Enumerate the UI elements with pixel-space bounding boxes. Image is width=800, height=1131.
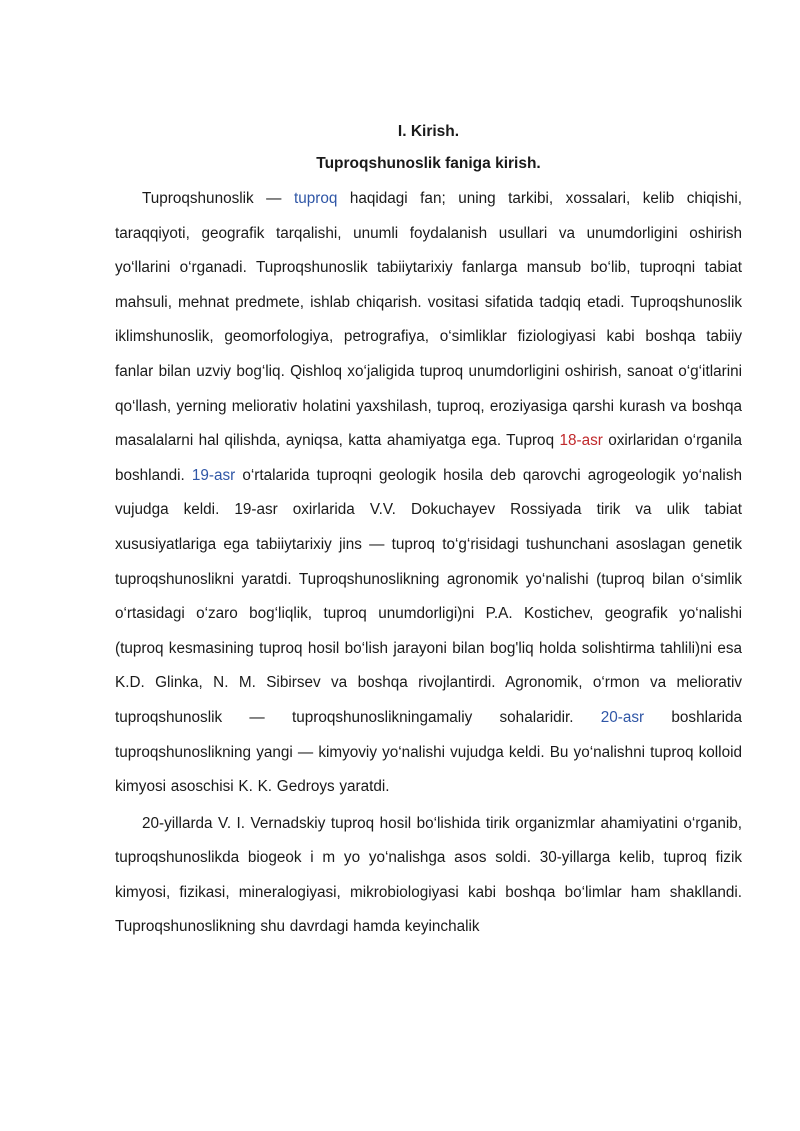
text-run: o‘rtalarida tuproqni geologik hosila deb qarovchi agrogeologik yo‘nalish vujudga keldi. 19-asr oxirlarida V.V. Dokuchayev Rossiyada tirik va ulik tabiat xususiyatlariga ega tabiiytarixiy jins — tuproq to‘g‘risidagi tushunchani asoslagan genetik tuproqshunoslikni yaratdi. Tuproqshunoslikning agronomik yo‘nalishi (tuproq bilan o‘simlik o‘rtasidagi o‘zaro bog‘liqlik, tuproq unumdorligi)ni P.A. Kostichev, geografik yo‘nalishi (tuproq kesmasining tuproq hosil bo‘lish jarayoni bilan bog'liq holda solishtirma tahlili)ni esa K.D. Glinka, N. M. Sibirsev va boshqa rivojlantirdi. Agronomik, o‘rmon va meliorativ tuproqshunoslik — tuproqshunoslikningamaliy sohalaridir. (115, 466, 742, 726)
link-19-asr[interactable]: 19-asr (191, 466, 236, 484)
link-18-asr[interactable]: 18-asr (559, 432, 603, 450)
text-run: Tuproqshunoslik — (142, 190, 294, 207)
text-run: oxirlaridan o‘rganila boshlandi. (115, 432, 742, 484)
chapter-title: I. Kirish. (397, 123, 460, 140)
section-title: Tuproqshunoslik faniga kirish. (316, 155, 541, 172)
paragraph-2: 20-yillarda V. I. Vernadskiy tuproq hosil bo‘lishida tirik organizmlar ahamiyatini o‘rganib, tuproqshunoslikda biogeok i m yo yo‘nalishga asos soldi. 30-yillarga kelib, tuproq fizik kimyosi, fizikasi, mineralogiyasi, mikrobiologiyasi kabi boshqa bo‘limlar ham shakllandi. Tuproqshunoslikning shu davrdagi hamda keyinchalik (115, 814, 742, 936)
text-run: haqidagi fan; uning tarkibi, xossalari, kelib chiqishi, taraqqiyoti, geografik tarqalishi, unumli foydalanish usullari va unumdorligini oshirish yo‘llarini o‘rganadi. Tuproqshunoslik tabiiytarixiy fanlarga mansub bo‘lib, tuproqni tabiat mahsuli, mehnat predmete, ishlab chiqarish. vositasi sifatida tadqiq etadi. Tuproqshunoslik iklimshunoslik, geomorfologiya, petrografiya, o‘simliklar fiziologiyasi kabi boshqa tabiiy fanlar bilan uzviy bog‘liq. Qishloq xo‘jaligida tuproq unumdorligini oshirish, sanoat o‘g‘itlarini qo‘llash, yerning meliorativ holatini yaxshilash, tuproq, eroziyasiga qarshi kurash va boshqa masalalarni hal qilishda, ayniqsa, katta ahamiyatga ega. Tuproq (115, 190, 743, 450)
link-20-asr[interactable]: 20-asr (600, 708, 645, 726)
link-tuproq[interactable]: tuproq (293, 190, 338, 207)
document-page (115, 118, 742, 945)
paragraph-1 (115, 182, 742, 805)
text-run: boshlarida tuproqshunoslikning yangi — kimyoviy yo‘nalishi vujudga keldi. Bu yo‘nalishni tuproq kolloid kimyosi asoschisi K. K. Gedroys yaratdi. (115, 708, 742, 796)
